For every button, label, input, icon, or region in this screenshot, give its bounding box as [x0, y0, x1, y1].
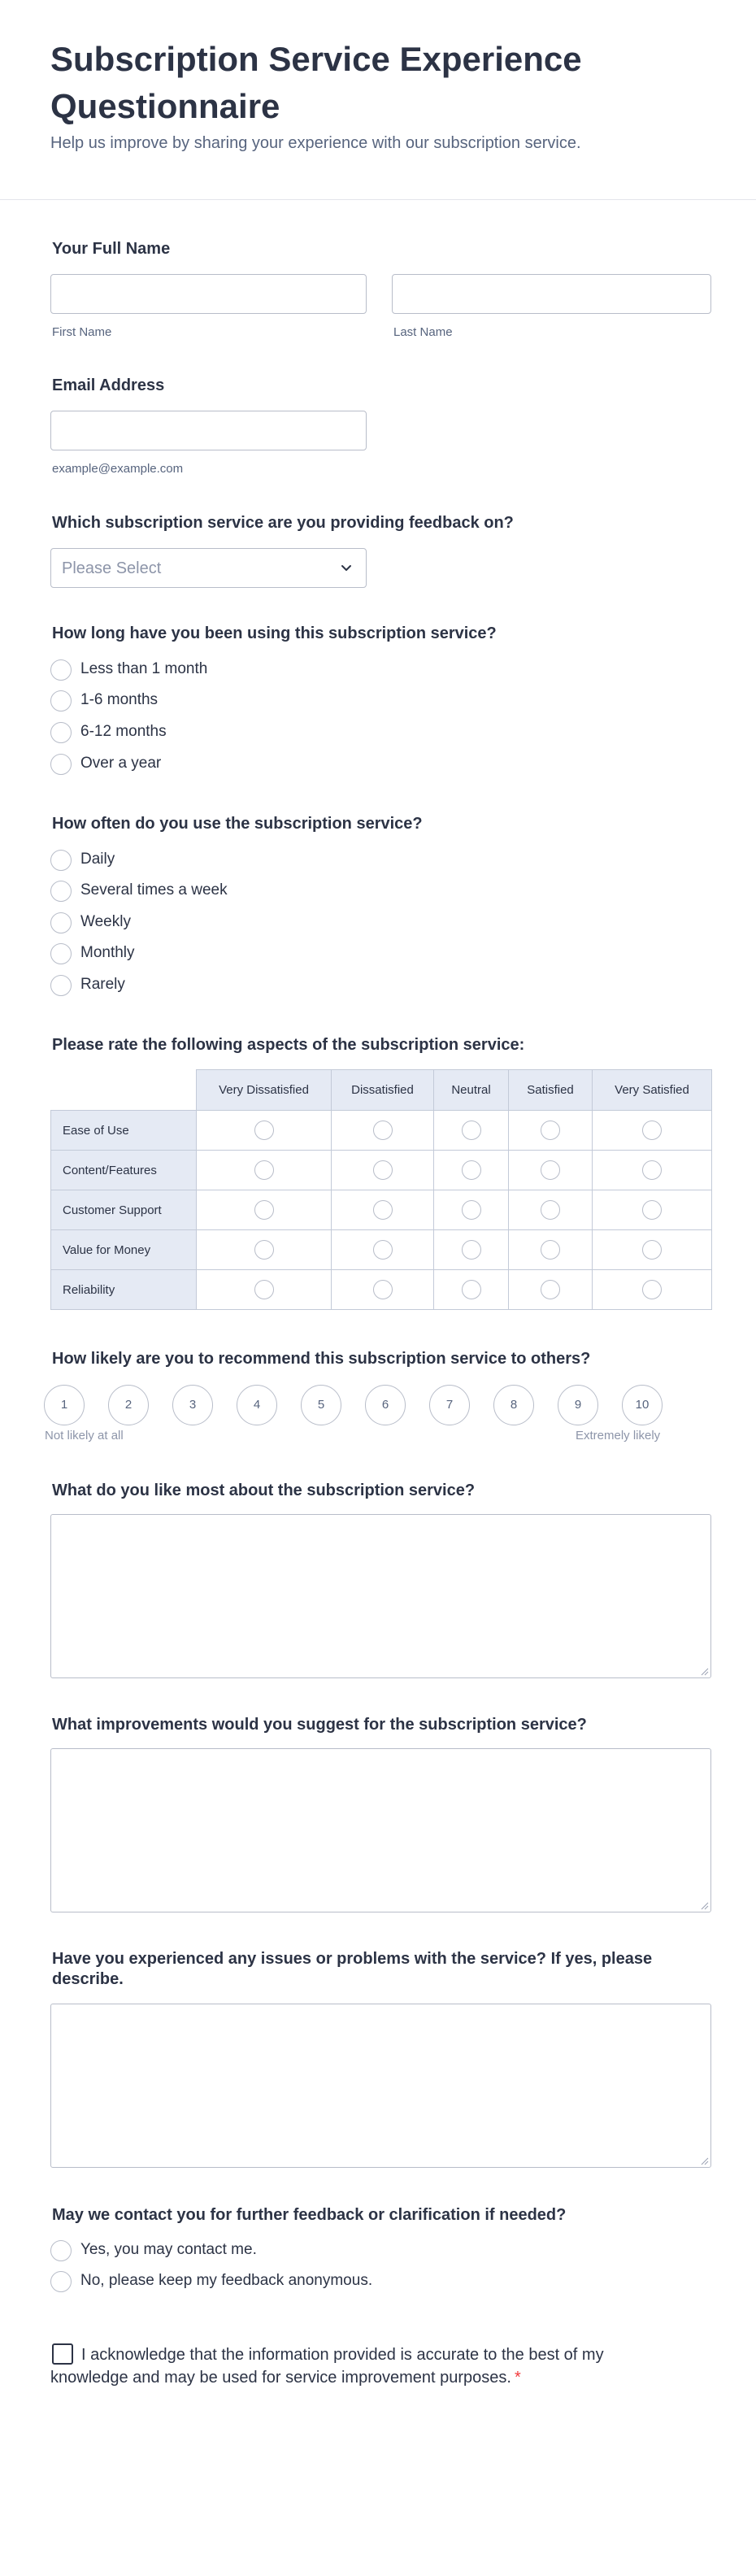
matrix-corner	[51, 1070, 197, 1111]
matrix-row-header: Content/Features	[51, 1151, 197, 1190]
matrix-radio[interactable]	[462, 1280, 481, 1299]
radio-circle[interactable]	[50, 975, 72, 996]
matrix-radio[interactable]	[254, 1200, 274, 1220]
rating-matrix-label: Please rate the following aspects of the subscription service:	[52, 1036, 525, 1054]
matrix-column-header: Neutral	[434, 1070, 509, 1111]
radio-label: Monthly	[80, 944, 135, 961]
matrix-cell	[332, 1190, 434, 1230]
matrix-cell	[509, 1151, 593, 1190]
duration-label: How long have you been using this subscription service?	[52, 624, 497, 642]
likes-label: What do you like most about the subscription service?	[52, 1482, 476, 1499]
contact-label: May we contact you for further feedback or clarification if needed?	[52, 2206, 567, 2224]
matrix-radio[interactable]	[462, 1240, 481, 1260]
acknowledgement-label: I acknowledge that the information provided is accurate to the best of my knowledge and may be used for service improvement purposes.	[50, 2346, 604, 2387]
matrix-radio[interactable]	[541, 1240, 560, 1260]
matrix-row	[51, 1190, 712, 1230]
matrix-radio[interactable]	[642, 1280, 662, 1299]
radio-circle[interactable]	[50, 850, 72, 871]
radio-circle[interactable]	[50, 912, 72, 933]
matrix-cell	[593, 1190, 712, 1230]
radio-label: Over a year	[80, 755, 162, 772]
matrix-cell	[509, 1111, 593, 1151]
matrix-row-header: Ease of Use	[51, 1111, 197, 1151]
matrix-radio[interactable]	[642, 1120, 662, 1140]
scale-button-7[interactable]: 7	[429, 1385, 470, 1425]
matrix-cell	[197, 1270, 332, 1310]
email-label: Email Address	[52, 376, 165, 394]
first-name-input[interactable]	[50, 274, 367, 314]
email-sublabel: example@example.com	[52, 462, 184, 476]
likes-textarea[interactable]	[50, 1514, 711, 1678]
matrix-radio[interactable]	[642, 1240, 662, 1260]
radio-circle[interactable]	[50, 2271, 72, 2292]
email-input[interactable]	[50, 411, 367, 450]
radio-circle[interactable]	[50, 881, 72, 902]
scale-button-10[interactable]: 10	[622, 1385, 663, 1425]
matrix-cell	[509, 1230, 593, 1270]
radio-label: Daily	[80, 851, 115, 868]
matrix-radio[interactable]	[462, 1120, 481, 1140]
matrix-cell	[434, 1230, 509, 1270]
issues-textarea[interactable]	[50, 2004, 711, 2168]
matrix-radio[interactable]	[462, 1200, 481, 1220]
matrix-row-header: Reliability	[51, 1270, 197, 1310]
matrix-column-header: Very Satisfied	[593, 1070, 712, 1111]
radio-circle[interactable]	[50, 722, 72, 743]
radio-circle[interactable]	[50, 754, 72, 775]
resize-grip-icon[interactable]	[699, 2156, 709, 2165]
scale-low-label: Not likely at all	[45, 1429, 124, 1442]
last-name-input[interactable]	[392, 274, 711, 314]
matrix-row	[51, 1230, 712, 1270]
form-title: Subscription Service Experience Questionnaire	[50, 40, 582, 125]
matrix-radio[interactable]	[254, 1160, 274, 1180]
matrix-radio[interactable]	[462, 1160, 481, 1180]
matrix-radio[interactable]	[373, 1280, 393, 1299]
matrix-cell	[434, 1111, 509, 1151]
radio-circle[interactable]	[50, 659, 72, 681]
matrix-cell	[332, 1230, 434, 1270]
matrix-column-header: Dissatisfied	[332, 1070, 434, 1111]
form-header	[0, 0, 756, 200]
scale-button-9[interactable]: 9	[558, 1385, 598, 1425]
radio-label: 6-12 months	[80, 723, 167, 740]
matrix-cell	[593, 1270, 712, 1310]
chevron-down-icon	[338, 559, 354, 576]
acknowledgement-text	[50, 2343, 619, 2389]
resize-grip-icon[interactable]	[699, 1900, 709, 1910]
matrix-radio[interactable]	[541, 1200, 560, 1220]
matrix-radio[interactable]	[541, 1160, 560, 1180]
scale-button-2[interactable]: 2	[108, 1385, 149, 1425]
radio-label: Several times a week	[80, 881, 228, 899]
service-select[interactable]	[50, 548, 367, 588]
radio-circle[interactable]	[50, 2240, 72, 2261]
radio-label: Yes, you may contact me.	[80, 2241, 257, 2258]
matrix-cell	[332, 1111, 434, 1151]
frequency-label: How often do you use the subscription service?	[52, 815, 423, 833]
scale-button-3[interactable]: 3	[172, 1385, 213, 1425]
scale-button-1[interactable]: 1	[44, 1385, 85, 1425]
matrix-cell	[593, 1111, 712, 1151]
resize-grip-icon[interactable]	[699, 1666, 709, 1676]
recommend-label: How likely are you to recommend this subscription service to others?	[52, 1350, 591, 1368]
service-select-placeholder: Please Select	[62, 559, 162, 577]
acknowledgement-checkbox[interactable]	[52, 2343, 73, 2365]
matrix-column-header: Satisfied	[509, 1070, 593, 1111]
last-name-sublabel: Last Name	[393, 325, 453, 339]
matrix-cell	[434, 1190, 509, 1230]
scale-button-5[interactable]: 5	[301, 1385, 341, 1425]
scale-high-label: Extremely likely	[576, 1429, 661, 1442]
scale-button-8[interactable]: 8	[493, 1385, 534, 1425]
service-select-label: Which subscription service are you providing feedback on?	[52, 514, 514, 532]
matrix-cell	[332, 1151, 434, 1190]
radio-label: 1-6 months	[80, 691, 159, 708]
scale-button-4[interactable]: 4	[237, 1385, 277, 1425]
matrix-cell	[509, 1190, 593, 1230]
improvements-label: What improvements would you suggest for the subscription service?	[52, 1716, 587, 1734]
matrix-radio[interactable]	[373, 1120, 393, 1140]
first-name-sublabel: First Name	[52, 325, 112, 339]
issues-label: Have you experienced any issues or problems with the service? If yes, please describe.	[52, 1950, 653, 1988]
matrix-radio[interactable]	[373, 1160, 393, 1180]
matrix-cell	[509, 1270, 593, 1310]
matrix-radio[interactable]	[541, 1280, 560, 1299]
matrix-radio[interactable]	[254, 1240, 274, 1260]
matrix-cell	[434, 1270, 509, 1310]
matrix-radio[interactable]	[373, 1200, 393, 1220]
matrix-cell	[197, 1190, 332, 1230]
form-subtitle: Help us improve by sharing your experience with our subscription service.	[50, 134, 581, 152]
matrix-cell	[197, 1230, 332, 1270]
radio-label: No, please keep my feedback anonymous.	[80, 2272, 373, 2289]
matrix-row	[51, 1111, 712, 1151]
matrix-radio[interactable]	[373, 1240, 393, 1260]
matrix-radio[interactable]	[254, 1280, 274, 1299]
matrix-cell	[197, 1151, 332, 1190]
matrix-row-header: Customer Support	[51, 1190, 197, 1230]
radio-circle[interactable]	[50, 690, 72, 711]
matrix-cell	[197, 1111, 332, 1151]
improvements-textarea[interactable]	[50, 1748, 711, 1912]
radio-label: Rarely	[80, 976, 125, 993]
matrix-radio[interactable]	[642, 1200, 662, 1220]
matrix-column-header: Very Dissatisfied	[197, 1070, 332, 1111]
radio-label: Weekly	[80, 913, 131, 930]
matrix-cell	[434, 1151, 509, 1190]
matrix-radio[interactable]	[254, 1120, 274, 1140]
matrix-radio[interactable]	[541, 1120, 560, 1140]
matrix-cell	[593, 1230, 712, 1270]
matrix-radio[interactable]	[642, 1160, 662, 1180]
radio-label: Less than 1 month	[80, 660, 208, 677]
matrix-row-header: Value for Money	[51, 1230, 197, 1270]
scale-button-6[interactable]: 6	[365, 1385, 406, 1425]
matrix-row	[51, 1151, 712, 1190]
full-name-label: Your Full Name	[52, 240, 171, 258]
rating-matrix	[50, 1069, 712, 1310]
radio-circle[interactable]	[50, 943, 72, 964]
matrix-cell	[593, 1151, 712, 1190]
matrix-row	[51, 1270, 712, 1310]
matrix-cell	[332, 1270, 434, 1310]
required-mark: *	[514, 2369, 521, 2387]
